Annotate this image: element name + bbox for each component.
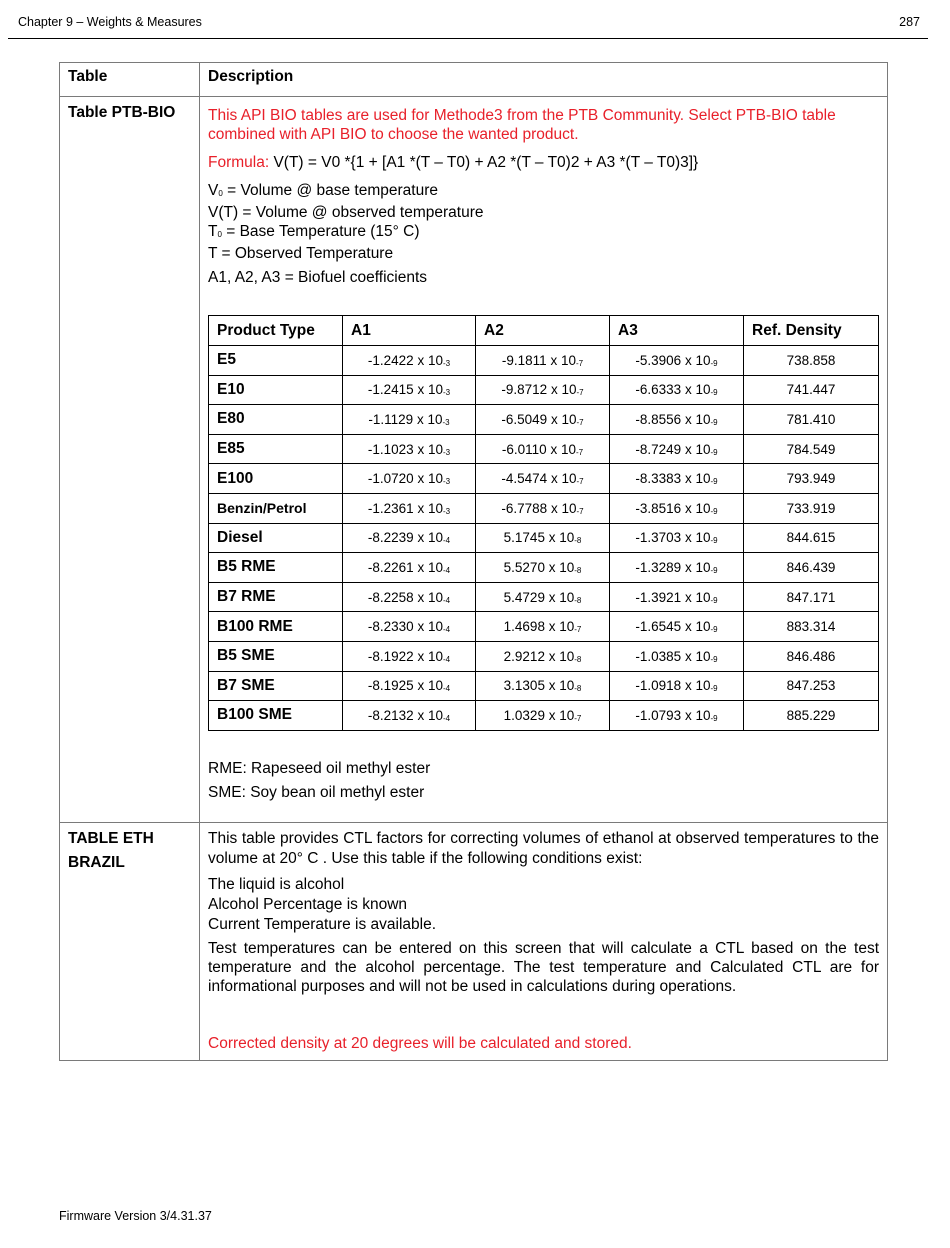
def-t0-symbol: T [208, 223, 218, 240]
def-t0 [208, 222, 879, 244]
a3-cell [610, 701, 744, 731]
ptb-definitions [208, 181, 879, 287]
ref-density-cell: 883.314 [744, 612, 879, 642]
note-rme: RME: Rapeseed oil methyl ester [208, 759, 431, 777]
a1-exponent: -4 [442, 595, 451, 605]
a3-mantissa: -5.3906 x 10 [635, 352, 711, 368]
a1-mantissa: -1.0720 x 10 [367, 471, 443, 487]
a2-exponent: -7 [576, 417, 584, 427]
a2-mantissa: 2.9212 x 10 [503, 648, 575, 664]
a3-exponent: -9 [710, 625, 718, 635]
a3-exponent: -9 [710, 654, 718, 664]
table-row [209, 641, 879, 671]
a1-cell [343, 523, 476, 553]
a1-mantissa: -8.2330 x 10 [367, 619, 443, 635]
label-ptb-bio-text: Table PTB-BIO [68, 104, 176, 121]
product-type-cell: Diesel [209, 523, 343, 553]
product-type-cell: B7 SME [209, 671, 343, 701]
a1-exponent: -3 [442, 417, 450, 427]
a1-cell [343, 671, 476, 701]
a2-mantissa: 5.1745 x 10 [503, 530, 575, 546]
a1-mantissa: -1.2361 x 10 [367, 500, 443, 516]
def-t0-subscript: 0 [217, 230, 222, 239]
table-row [209, 671, 879, 701]
a1-mantissa: -1.2415 x 10 [367, 382, 443, 398]
a1-cell [343, 405, 476, 435]
a3-exponent: -9 [710, 417, 718, 427]
a3-exponent: -9 [710, 565, 718, 575]
table-row [209, 612, 879, 642]
a1-mantissa: -8.2258 x 10 [367, 589, 443, 605]
a1-mantissa: -1.2422 x 10 [367, 352, 443, 368]
a3-exponent: -9 [710, 358, 718, 368]
table-row [209, 434, 879, 464]
table-row [209, 523, 879, 553]
a1-cell [343, 553, 476, 583]
a1-mantissa: -8.2132 x 10 [367, 707, 443, 723]
a1-cell [343, 582, 476, 612]
a3-mantissa: -1.0385 x 10 [635, 648, 711, 664]
a3-mantissa: -1.0793 x 10 [635, 707, 711, 723]
product-type-cell: B100 RME [209, 612, 343, 642]
def-vt: V(T) = Volume @ observed temperature [208, 204, 484, 221]
ref-density-cell: 846.486 [744, 641, 879, 671]
product-type-cell: E100 [209, 464, 343, 494]
ref-density-cell: 793.949 [744, 464, 879, 494]
a2-exponent: -7 [574, 625, 582, 635]
a1-mantissa: -8.1922 x 10 [367, 648, 443, 664]
a1-exponent: -4 [442, 713, 451, 723]
a2-exponent: -8 [574, 684, 582, 694]
ref-density-cell: 847.253 [744, 671, 879, 701]
a2-cell [476, 582, 610, 612]
ref-density-cell: 844.615 [744, 523, 879, 553]
a3-cell [610, 493, 744, 523]
condition-1: The liquid is alcohol [208, 876, 345, 893]
a3-cell [610, 553, 744, 583]
product-type-cell: B5 SME [209, 641, 343, 671]
eth-conditions [208, 875, 879, 935]
a3-exponent: -9 [710, 506, 718, 516]
ref-density-cell: 733.919 [744, 493, 879, 523]
a2-cell [476, 671, 610, 701]
a1-mantissa: -8.1925 x 10 [367, 678, 443, 694]
a3-exponent: -9 [710, 595, 718, 605]
a1-exponent: -3 [442, 447, 451, 457]
coefficient-body [209, 346, 879, 731]
a1-exponent: -4 [442, 625, 451, 635]
table-row [209, 405, 879, 435]
page-header [8, 14, 928, 39]
def-v0-subscript: 0 [218, 189, 223, 198]
a3-cell [610, 346, 744, 376]
a2-mantissa: 1.4698 x 10 [503, 619, 575, 635]
product-type-cell: B100 SME [209, 701, 343, 731]
product-type-cell: E5 [209, 346, 343, 376]
a3-mantissa: -1.3921 x 10 [635, 589, 711, 605]
header-a1: A1 [343, 316, 476, 346]
table-row-ptb-bio [60, 97, 888, 823]
condition-3: Current Temperature is available. [208, 916, 437, 933]
a2-exponent: -7 [575, 358, 584, 368]
a2-mantissa: -9.1811 x 10 [501, 352, 576, 368]
a2-cell [476, 553, 610, 583]
a1-exponent: -4 [442, 536, 451, 546]
table-row [209, 493, 879, 523]
label-eth-line1: TABLE ETH [68, 830, 154, 847]
product-type-cell: Benzin/Petrol [209, 493, 343, 523]
header-a3: A3 [610, 316, 744, 346]
a1-cell [343, 612, 476, 642]
ptb-formula [208, 153, 879, 172]
chapter-title: Chapter 9 – Weights & Measures [18, 15, 202, 29]
a1-exponent: -4 [442, 654, 451, 664]
a2-exponent: -7 [576, 506, 584, 516]
a2-cell [476, 405, 610, 435]
a2-exponent: -7 [576, 388, 584, 398]
a3-cell [610, 671, 744, 701]
description-table [59, 62, 888, 1061]
coefficient-table [208, 315, 879, 731]
a2-exponent: -8 [574, 654, 582, 664]
a3-cell [610, 523, 744, 553]
a1-cell [343, 434, 476, 464]
table-row [209, 464, 879, 494]
a2-exponent: -8 [574, 595, 582, 605]
a3-exponent: -9 [710, 684, 718, 694]
a3-mantissa: -3.8516 x 10 [635, 500, 711, 516]
def-a: A1, A2, A3 = Biofuel coefficients [208, 269, 428, 286]
eth-description [200, 823, 888, 1061]
a1-cell [343, 493, 476, 523]
a2-mantissa: -6.0110 x 10 [501, 441, 576, 457]
ptb-bio-description [200, 97, 888, 823]
a3-exponent: -9 [710, 388, 718, 398]
product-type-cell: E80 [209, 405, 343, 435]
def-t0-text: = Base Temperature (15° C) [221, 223, 420, 240]
a2-cell [476, 493, 610, 523]
a1-cell [343, 464, 476, 494]
label-eth-line2: BRAZIL [68, 854, 125, 871]
table-row [209, 701, 879, 731]
def-v0-symbol: V [208, 182, 219, 199]
a2-mantissa: 3.1305 x 10 [503, 678, 575, 694]
a2-exponent: -7 [574, 713, 582, 723]
coefficient-header-row [209, 316, 879, 346]
header-a2: A2 [476, 316, 610, 346]
product-type-cell: E10 [209, 375, 343, 405]
ref-density-cell: 781.410 [744, 405, 879, 435]
header-ref-density: Ref. Density [744, 316, 879, 346]
ref-density-cell: 885.229 [744, 701, 879, 731]
a1-mantissa: -8.2239 x 10 [367, 530, 443, 546]
a1-exponent: -3 [442, 388, 451, 398]
ref-density-cell: 847.171 [744, 582, 879, 612]
note-sme: SME: Soy bean oil methyl ester [208, 783, 425, 801]
a3-exponent: -9 [710, 536, 718, 546]
a3-mantissa: -6.6333 x 10 [635, 382, 711, 398]
a3-exponent: -9 [710, 713, 718, 723]
a3-exponent: -9 [710, 477, 718, 487]
a2-cell [476, 612, 610, 642]
a1-mantissa: -1.1129 x 10 [368, 411, 443, 427]
a1-exponent: -4 [442, 565, 451, 575]
condition-2: Alcohol Percentage is known [208, 896, 408, 913]
firmware-version: Firmware Version 3/4.31.37 [59, 1209, 212, 1223]
product-type-cell: B5 RME [209, 553, 343, 583]
ref-density-cell: 738.858 [744, 346, 879, 376]
table-row [209, 553, 879, 583]
a1-cell [343, 701, 476, 731]
a2-cell [476, 523, 610, 553]
def-v0-text: = Volume @ base temperature [222, 182, 438, 199]
formula-label: Formula: [208, 154, 270, 171]
a3-mantissa: -1.0918 x 10 [635, 678, 711, 694]
table-header-row [60, 63, 888, 97]
a3-cell [610, 612, 744, 642]
a3-cell [610, 641, 744, 671]
table-row [209, 375, 879, 405]
a3-cell [610, 375, 744, 405]
a1-cell [343, 375, 476, 405]
a2-mantissa: 1.0329 x 10 [503, 707, 575, 723]
a2-cell [476, 375, 610, 405]
a2-exponent: -8 [574, 565, 582, 575]
a1-mantissa: -1.1023 x 10 [367, 441, 443, 457]
a3-mantissa: -8.7249 x 10 [635, 441, 711, 457]
col-header-table: Table [60, 63, 200, 97]
ptb-notes [208, 759, 879, 802]
label-eth-brazil [60, 823, 200, 1061]
a3-cell [610, 582, 744, 612]
a1-exponent: -3 [442, 358, 451, 368]
table-row [209, 582, 879, 612]
def-t: T = Observed Temperature [208, 245, 394, 262]
product-type-cell: B7 RME [209, 582, 343, 612]
a3-cell [610, 405, 744, 435]
a1-mantissa: -8.2261 x 10 [367, 559, 443, 575]
a2-cell [476, 641, 610, 671]
table-row-eth-brazil [60, 823, 888, 1061]
a1-exponent: -3 [442, 506, 451, 516]
a3-mantissa: -8.3383 x 10 [635, 471, 711, 487]
eth-test-text: Test temperatures can be entered on this screen that will calculate a CTL based on the test temperature and the alcohol percentage. The test temperature and Calculated CTL are for informational purposes and will not be used in calculations during operations. [208, 940, 879, 995]
a3-mantissa: -1.3289 x 10 [635, 559, 711, 575]
eth-note: Corrected density at 20 degrees will be calculated and stored. [208, 1035, 632, 1052]
table-row [209, 346, 879, 376]
a2-mantissa: -6.7788 x 10 [501, 500, 577, 516]
ptb-intro: This API BIO tables are used for Methode3 from the PTB Community. Select PTB-BIO table combined with API BIO to choose the wanted product. [208, 107, 836, 143]
eth-intro: This table provides CTL factors for correcting volumes of ethanol at observed temperatures to the volume at 20° C . Use this table if the following conditions exist: [208, 830, 879, 867]
a1-cell [343, 641, 476, 671]
a2-cell [476, 701, 610, 731]
a2-cell [476, 434, 610, 464]
a3-mantissa: -1.3703 x 10 [635, 530, 711, 546]
a2-mantissa: -4.5474 x 10 [501, 471, 577, 487]
a3-mantissa: -1.6545 x 10 [635, 619, 711, 635]
a2-cell [476, 464, 610, 494]
ref-density-cell: 846.439 [744, 553, 879, 583]
a1-cell [343, 346, 476, 376]
product-type-cell: E85 [209, 434, 343, 464]
def-v0 [208, 181, 879, 203]
ref-density-cell: 741.447 [744, 375, 879, 405]
a2-mantissa: -6.5049 x 10 [501, 411, 577, 427]
a2-mantissa: 5.4729 x 10 [503, 589, 575, 605]
page-number: 287 [899, 15, 920, 29]
a2-cell [476, 346, 610, 376]
ref-density-cell: 784.549 [744, 434, 879, 464]
header-product-type: Product Type [209, 316, 343, 346]
a1-exponent: -3 [442, 477, 451, 487]
a3-exponent: -9 [710, 447, 718, 457]
col-header-description: Description [200, 63, 888, 97]
a2-exponent: -8 [574, 536, 582, 546]
a3-cell [610, 434, 744, 464]
label-ptb-bio [60, 97, 200, 823]
a2-exponent: -7 [575, 447, 584, 457]
a2-mantissa: -9.8712 x 10 [501, 382, 577, 398]
a2-mantissa: 5.5270 x 10 [503, 559, 575, 575]
a1-exponent: -4 [442, 684, 451, 694]
a3-cell [610, 464, 744, 494]
formula-text: V(T) = V0 *{1 + [A1 *(T – T0) + A2 *(T – T0)2 + A3 *(T – T0)3]} [269, 154, 699, 171]
a2-exponent: -7 [576, 477, 584, 487]
a3-mantissa: -8.8556 x 10 [635, 411, 711, 427]
